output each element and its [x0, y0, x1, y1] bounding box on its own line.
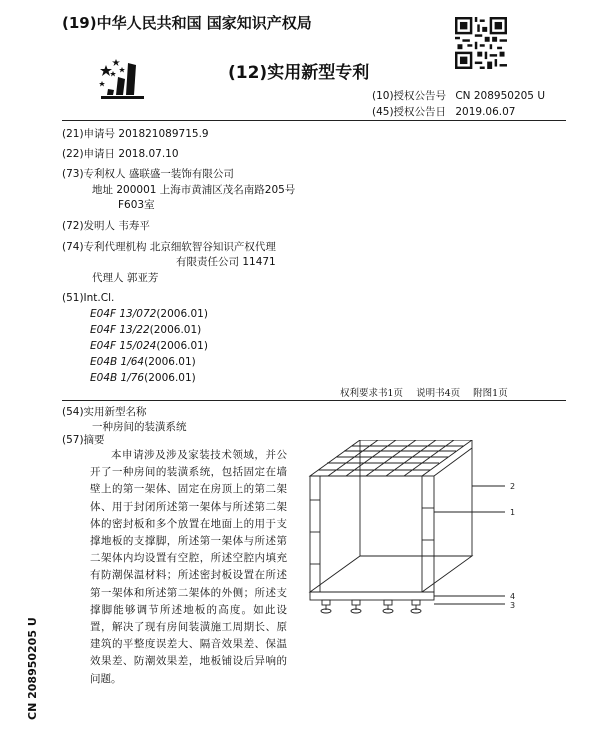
- abstract-paragraph: 本申请涉及涉及家装技术领域，并公开了一种房间的装潢系统，包括固定在墙壁上的第一架体、固定在房顶上的第二架体、用于封闭所述第一架体与所述第二架体的密封板和多个放置在地面上的用于支撑地板的支撑脚，所述第一架体与所述第二架体内均设置有空腔，所述空腔内填充有防潮保温材料；所述密封板设置在所述第一架体和所述第二架体的外侧；所述支撑脚能够调节所述地板的高度。如此设置，解决了现有房间装潢施工周期长、原建筑的平整度误差大、隔音效果差、保温效果差、防潮效果差，地板铺设后异响的问题。: [90, 449, 287, 685]
- inventor-row: [62, 218, 150, 233]
- address-label: 地址: [92, 184, 113, 196]
- figure-label: 1: [510, 508, 516, 517]
- patentee: 盛联盛一装饰有限公司: [128, 168, 234, 180]
- agency-line-2: 有限责任公司 11471: [176, 256, 276, 268]
- address-line-1: 200001 上海市黄浦区茂名南路205号: [116, 184, 296, 196]
- figure-label: 3: [510, 601, 516, 610]
- application-date: 2018.07.10: [118, 148, 179, 160]
- abstract-label: (57)摘要: [62, 434, 105, 446]
- application-date-row: [62, 146, 179, 161]
- ipc-label: (51)Int.Cl.: [62, 292, 115, 304]
- ipc-code: E04B 1/76: [90, 372, 145, 384]
- section-divider: [62, 400, 566, 401]
- ipc-version: (2006.01): [149, 324, 202, 336]
- ipc-version: (2006.01): [156, 308, 208, 320]
- system-figure: [300, 440, 530, 615]
- description-pages: 说明书4页: [416, 388, 461, 399]
- header-divider: [62, 120, 566, 121]
- ipc-code: E04B 1/64: [90, 356, 145, 368]
- ipc-code: E04F 13/072: [90, 308, 157, 320]
- ipc-entry: [90, 324, 201, 336]
- utility-model-title: 一种房间的装潢系统: [92, 421, 187, 433]
- figure-label: 2: [510, 482, 516, 491]
- application-number-row: [62, 126, 209, 141]
- ipc-entry: [90, 308, 208, 320]
- agency-line-1: 北京细软智谷知识产权代理: [149, 241, 276, 253]
- application-number-label: (21)申请号: [62, 128, 116, 140]
- agent-label: 代理人: [92, 272, 124, 284]
- address-line-2: F603室: [118, 199, 155, 211]
- page-counts: [340, 385, 518, 399]
- title-label: (54)实用新型名称: [62, 406, 147, 418]
- agency-row: [62, 239, 276, 254]
- ipc-entry: [90, 340, 208, 352]
- agency-label: (74)专利代理机构: [62, 241, 147, 253]
- publication-number-row: [372, 88, 545, 103]
- document-type: (12)实用新型专利: [228, 63, 370, 83]
- patentee-label: (73)专利权人: [62, 168, 126, 180]
- application-number: 201821089715.9: [118, 128, 209, 140]
- patentee-row: [62, 166, 234, 181]
- publication-date-label: (45)授权公告日: [372, 106, 447, 118]
- drawings-pages: 附图1页: [473, 388, 508, 399]
- ipc-entry: [90, 356, 196, 368]
- agent-row: [92, 270, 158, 285]
- ipc-code: E04F 13/22: [90, 324, 150, 336]
- address-row: [92, 182, 295, 197]
- agent: 郭亚芳: [126, 272, 159, 284]
- publication-number: CN 208950205 U: [455, 90, 546, 102]
- ipc-version: (2006.01): [144, 372, 196, 384]
- publication-date-row: [372, 104, 515, 119]
- inventor-label: (72)发明人: [62, 220, 116, 232]
- figure-label: 4: [510, 592, 516, 601]
- qr-code: [455, 17, 507, 69]
- ipc-version: (2006.01): [156, 340, 208, 352]
- application-date-label: (22)申请日: [62, 148, 116, 160]
- ipc-entry: [90, 372, 196, 384]
- spine-publication-number: CN 208950205 U: [26, 617, 39, 720]
- publication-date: 2019.06.07: [455, 106, 516, 118]
- ipc-version: (2006.01): [144, 356, 196, 368]
- abstract-text: [90, 447, 287, 688]
- ipc-code: E04F 15/024: [90, 340, 157, 352]
- claims-pages: 权利要求书1页: [340, 388, 404, 399]
- publication-number-label: (10)授权公告号: [372, 90, 447, 102]
- office-title: (19)中华人民共和国 国家知识产权局: [62, 14, 312, 32]
- inventor: 韦寿平: [118, 220, 150, 232]
- cnipa-logo: [98, 55, 148, 103]
